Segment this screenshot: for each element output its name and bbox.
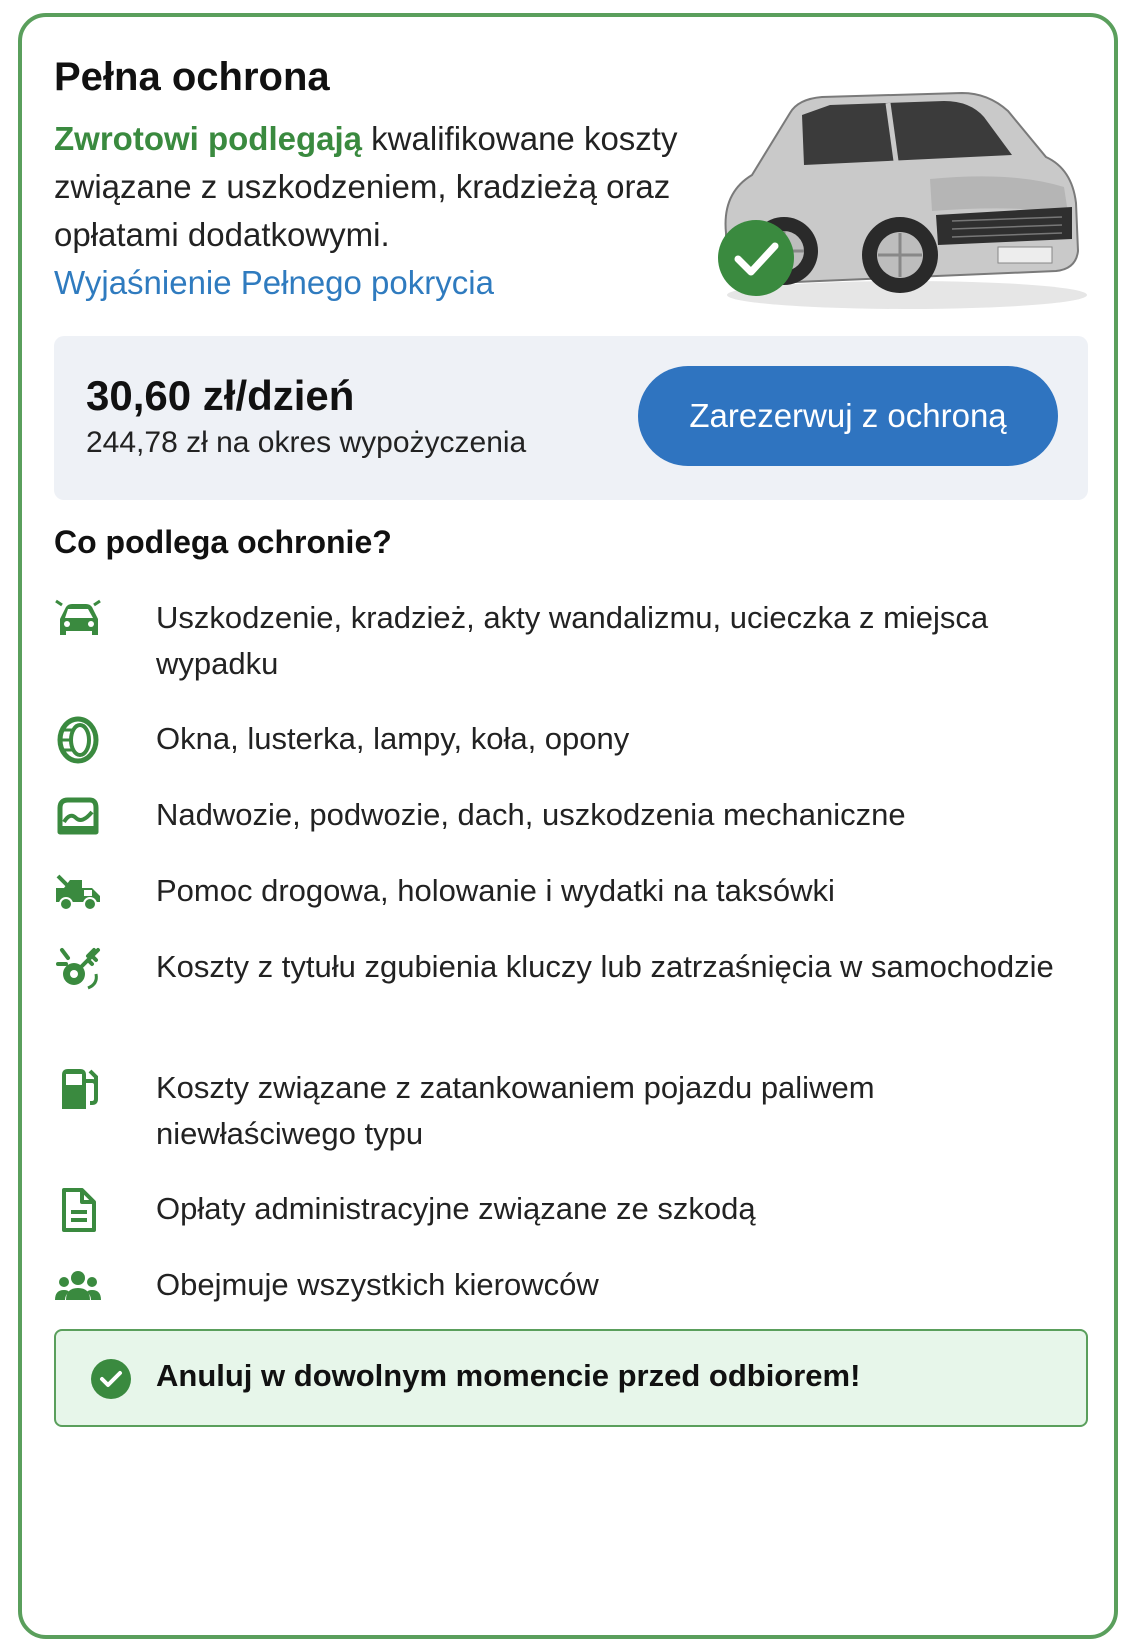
list-item-label: Opłaty administracyjne związane ze szkodą: [156, 1191, 756, 1226]
price-per-day: 30,60 zł/dzień: [86, 372, 355, 419]
list-item-label: Koszty z tytułu zgubienia kluczy lub zatrzaśnięcia w samochodzie: [156, 949, 1054, 984]
coverage-title: Co podlega ochronie?: [54, 524, 392, 560]
people-icon: [54, 1262, 102, 1310]
list-item-label: Okna, lusterka, lampy, koła, opony: [156, 721, 630, 756]
list-item-label: Obejmuje wszystkich kierowców: [156, 1267, 599, 1302]
list-item-label: Uszkodzenie, kradzież, akty wandalizmu, ucieczka z miejsca wypadku: [156, 600, 989, 681]
tow-truck-icon: [54, 868, 102, 916]
card-title: Pełna ochrona: [54, 55, 330, 99]
description-highlight: Zwrotowi podlegają: [54, 120, 363, 157]
list-item-label: Koszty związane z zatankowaniem pojazdu paliwem niewłaściwego typu: [156, 1070, 875, 1151]
lost-key-icon: [54, 944, 102, 992]
protection-card: [18, 13, 1118, 1639]
document-icon: [54, 1186, 102, 1234]
description-text: kwalifikowane koszty związane z uszkodzeniem, kradzieżą oraz opłatami dodatkowymi.: [54, 120, 678, 253]
tire-icon: [54, 716, 102, 764]
price-box: [54, 336, 1088, 500]
check-circle-icon: [90, 1358, 132, 1400]
check-circle-icon: [716, 218, 796, 298]
car-body-icon: [54, 792, 102, 840]
card-description: [54, 115, 694, 307]
fuel-pump-icon: [54, 1065, 102, 1113]
cancel-info-text: Anuluj w dowolnym momencie przed odbiorem!: [156, 1358, 861, 1393]
list-item-label: Pomoc drogowa, holowanie i wydatki na taksówki: [156, 873, 835, 908]
car-crash-icon: [54, 595, 102, 643]
coverage-explanation-link[interactable]: Wyjaśnienie Pełnego pokrycia: [54, 264, 494, 301]
reserve-with-protection-button[interactable]: Zarezerwuj z ochroną: [638, 366, 1058, 466]
price-total: 244,78 zł na okres wypożyczenia: [86, 426, 527, 459]
cancel-info-banner: [54, 1329, 1088, 1427]
list-item-label: Nadwozie, podwozie, dach, uszkodzenia mechaniczne: [156, 797, 906, 832]
